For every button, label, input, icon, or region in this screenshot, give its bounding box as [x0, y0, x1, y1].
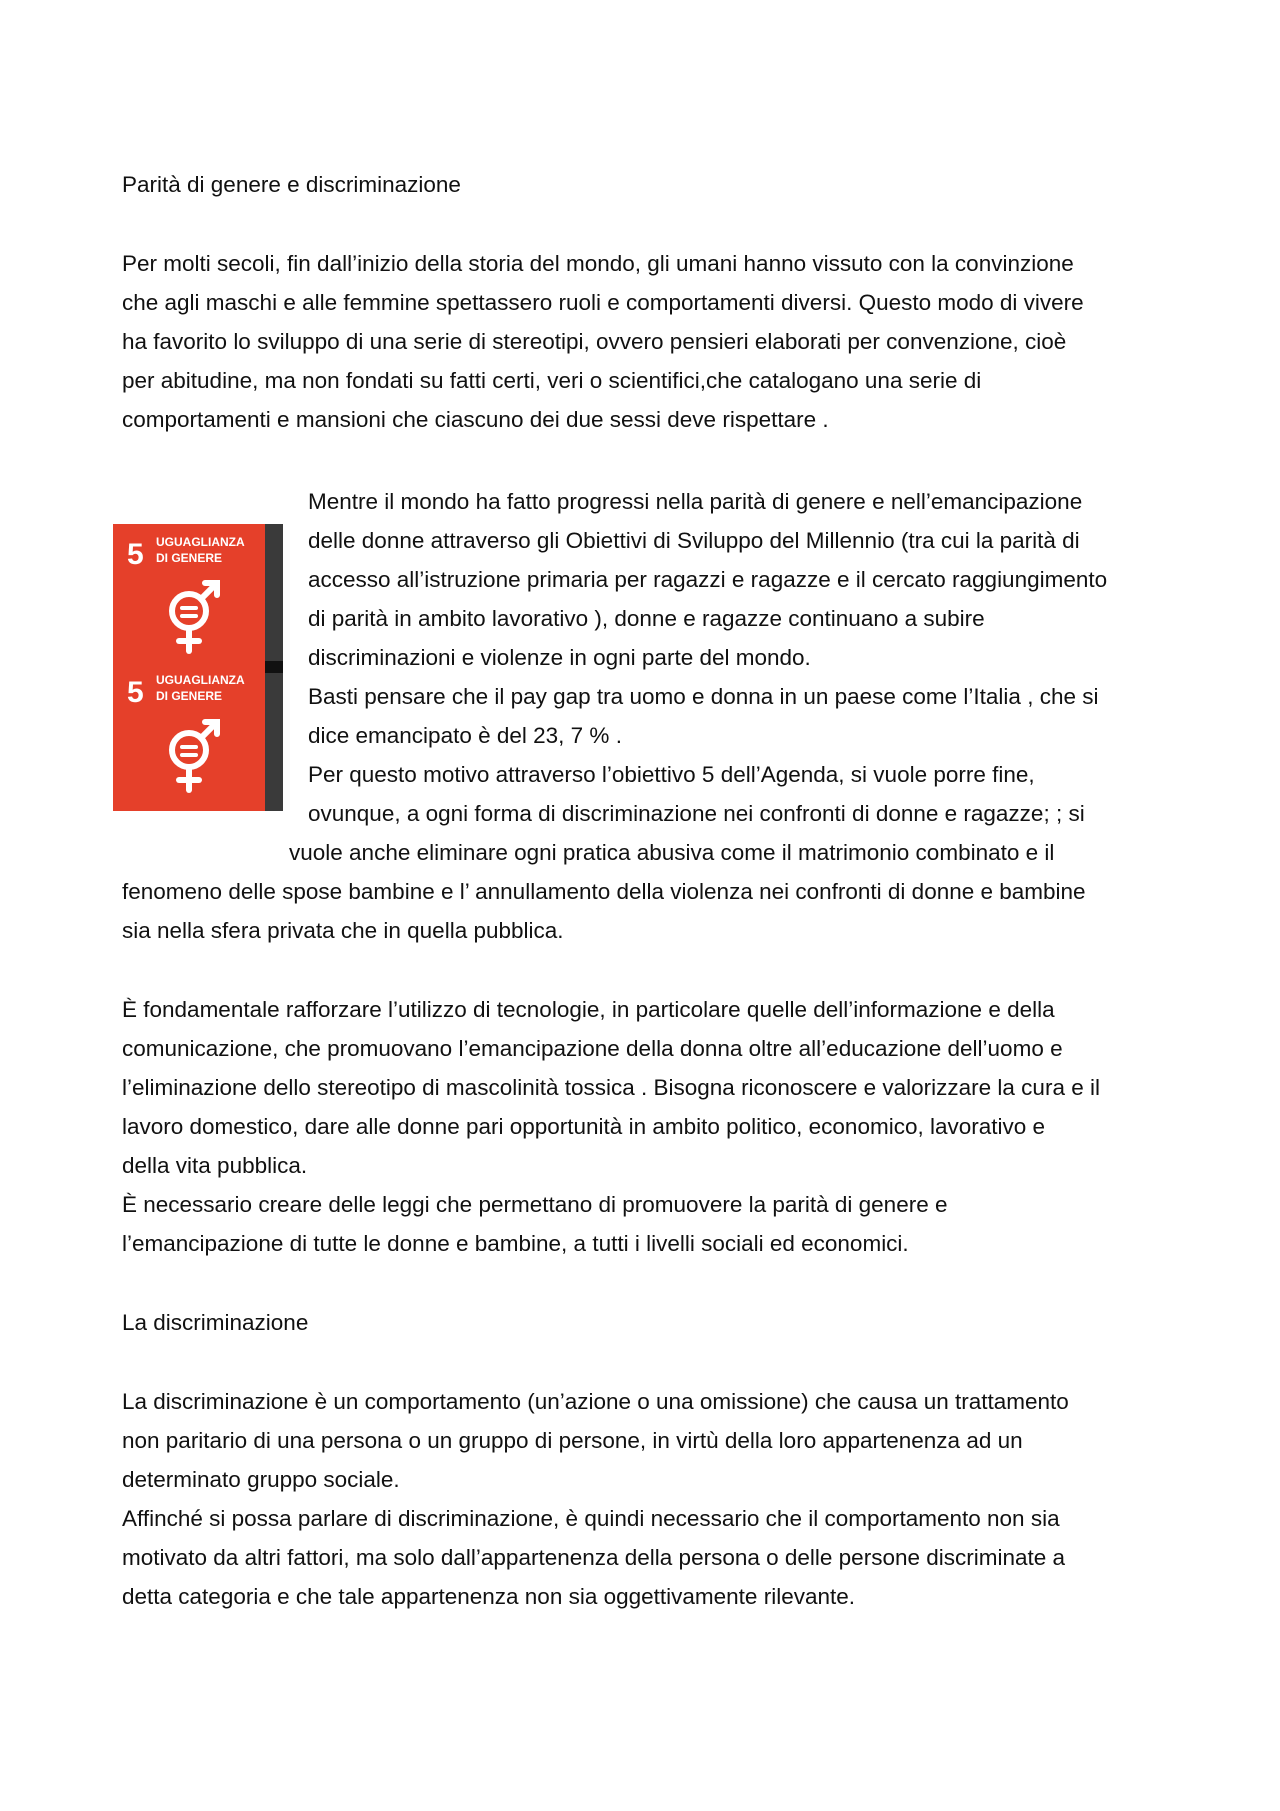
wrapped-line: delle donne attraverso gli Obiettivi di Sviluppo del Millennio (tra cui la parità di	[308, 528, 1080, 553]
tech-line: lavoro domestico, dare alle donne pari opportunità in ambito politico, economico, lavorativo e	[122, 1114, 1046, 1139]
tech-line: È necessario creare delle leggi che permettano di promuovere la parità di genere e	[122, 1192, 948, 1217]
sdg-number: 5	[127, 538, 144, 571]
tech-line: l’eliminazione dello stereotipo di mascolinità tossica . Bisogna riconoscere e valorizzare la cura e il	[122, 1075, 1100, 1100]
discrimination-line: La discriminazione è un comportamento (un’azione o una omissione) che causa un trattamento	[122, 1389, 1069, 1414]
wrapped-line: ovunque, a ogni forma di discriminazione nei confronti di donne e ragazze; ; si	[308, 801, 1085, 826]
wrapped-line: Per questo motivo attraverso l’obiettivo 5 dell’Agenda, si vuole porre fine,	[308, 762, 1035, 787]
tech-line: della vita pubblica.	[122, 1153, 308, 1178]
intro-line: Per molti secoli, fin dall’inizio della storia del mondo, gli umani hanno vissuto con la convinzione	[122, 251, 1074, 276]
discrimination-line: determinato gruppo sociale.	[122, 1467, 400, 1492]
discrimination-line: Affinché si possa parlare di discriminazione, è quindi necessario che il comportamento non sia	[122, 1506, 1060, 1531]
tech-line: È fondamentale rafforzare l’utilizzo di tecnologie, in particolare quelle dell’informazione e della	[122, 997, 1055, 1022]
intro-line: per abitudine, ma non fondati su fatti certi, veri o scientifici,che catalogano una serie di	[122, 368, 982, 393]
tech-line: l’emancipazione di tutte le donne e bambine, a tutti i livelli sociali ed economici.	[122, 1231, 909, 1256]
wrapped-line: fenomeno delle spose bambine e l’ annullamento della violenza nei confronti di donne e bambine	[122, 879, 1086, 904]
sdg-number: 5	[127, 676, 144, 709]
sdg-label-line2: DI GENERE	[156, 551, 223, 565]
section-heading: La discriminazione	[122, 1310, 309, 1335]
discrimination-line: non paritario di una persona o un gruppo di persone, in virtù della loro appartenenza ad un	[122, 1428, 1023, 1453]
intro-line: comportamenti e mansioni che ciascuno dei due sessi deve rispettare .	[122, 407, 829, 432]
sdg-label-line2: DI GENERE	[156, 689, 223, 703]
tech-line: comunicazione, che promuovano l’emancipazione della donna oltre all’educazione dell’uomo e	[122, 1036, 1063, 1061]
wrapped-line: di parità in ambito lavorativo ), donne e ragazze continuano a subire	[308, 606, 985, 631]
wrapped-line: dice emancipato è del 23, 7 % .	[308, 723, 622, 748]
tile-side-marker	[265, 661, 283, 673]
wrapped-line: vuole anche eliminare ogni pratica abusiva come il matrimonio combinato e il	[289, 840, 1055, 865]
sdg-label-line1: UGUAGLIANZA	[156, 673, 245, 687]
discrimination-line: detta categoria e che tale appartenenza non sia oggettivamente rilevante.	[122, 1584, 855, 1609]
intro-line: ha favorito lo sviluppo di una serie di stereotipi, ovvero pensieri elaborati per convenzione, cioè	[122, 329, 1067, 354]
sdg-label-line1: UGUAGLIANZA	[156, 535, 245, 549]
discrimination-line: motivato da altri fattori, ma solo dall’appartenenza della persona o delle persone discriminate a	[122, 1545, 1066, 1570]
wrapped-line: Mentre il mondo ha fatto progressi nella parità di genere e nell’emancipazione	[308, 489, 1083, 514]
wrapped-line: accesso all’istruzione primaria per ragazzi e ragazze e il cercato raggiungimento	[308, 567, 1108, 592]
document-title: Parità di genere e discriminazione	[122, 172, 461, 197]
intro-line: che agli maschi e alle femmine spettassero ruoli e comportamenti diversi. Questo modo di vivere	[122, 290, 1084, 315]
wrapped-line: discriminazioni e violenze in ogni parte del mondo.	[308, 645, 811, 670]
sdg5-image	[113, 524, 283, 811]
wrapped-line: Basti pensare che il pay gap tra uomo e donna in un paese come l’Italia , che si	[308, 684, 1099, 709]
wrapped-line: sia nella sfera privata che in quella pubblica.	[122, 918, 564, 943]
